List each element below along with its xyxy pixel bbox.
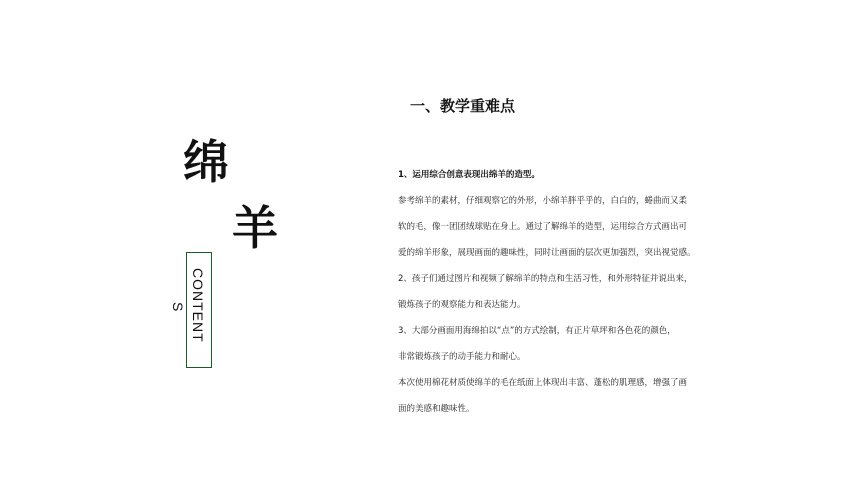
body-line: 2、孩子们通过图片和视频了解绵羊的特点和生活习性，和外形特征并说出来， bbox=[398, 274, 693, 284]
body-line: 软的毛，像一团团绒球贴在身上。通过了解绵羊的造型，运用综合方式画出可 bbox=[398, 222, 688, 232]
body-line: 本次使用棉花材质使绵羊的毛在纸面上体现出丰富、蓬松的肌理感，增强了画 bbox=[398, 378, 688, 388]
section-heading: 一、教学重难点 bbox=[410, 97, 516, 115]
body-line: 锻炼孩子的观察能力和表达能力。 bbox=[398, 300, 526, 310]
contents-label-text: CONTENT bbox=[190, 268, 206, 343]
body-line: 非常锻炼孩子的动手能力和耐心。 bbox=[398, 352, 526, 362]
contents-label-tail: S bbox=[170, 302, 186, 312]
body-line: 1、运用综合创意表现出绵羊的造型。 bbox=[398, 170, 540, 180]
body-line: 3、大部分画面用海绵拍以“点”的方式绘制，有正片草坪和各色花的颜色， bbox=[398, 326, 676, 336]
title-char-mian: 绵 bbox=[183, 135, 229, 189]
body-line: 参考绵羊的素材，仔细观察它的外形，小绵羊胖乎乎的，白白的，蜷曲而又柔 bbox=[398, 196, 688, 206]
body-text-block bbox=[398, 166, 728, 426]
body-line: 爱的绵羊形象，展现画面的趣味性，同时让画面的层次更加强烈，突出视觉感。 bbox=[398, 248, 696, 258]
title-char-yang: 羊 bbox=[232, 201, 278, 255]
body-line: 面的美感和趣味性。 bbox=[398, 404, 475, 414]
